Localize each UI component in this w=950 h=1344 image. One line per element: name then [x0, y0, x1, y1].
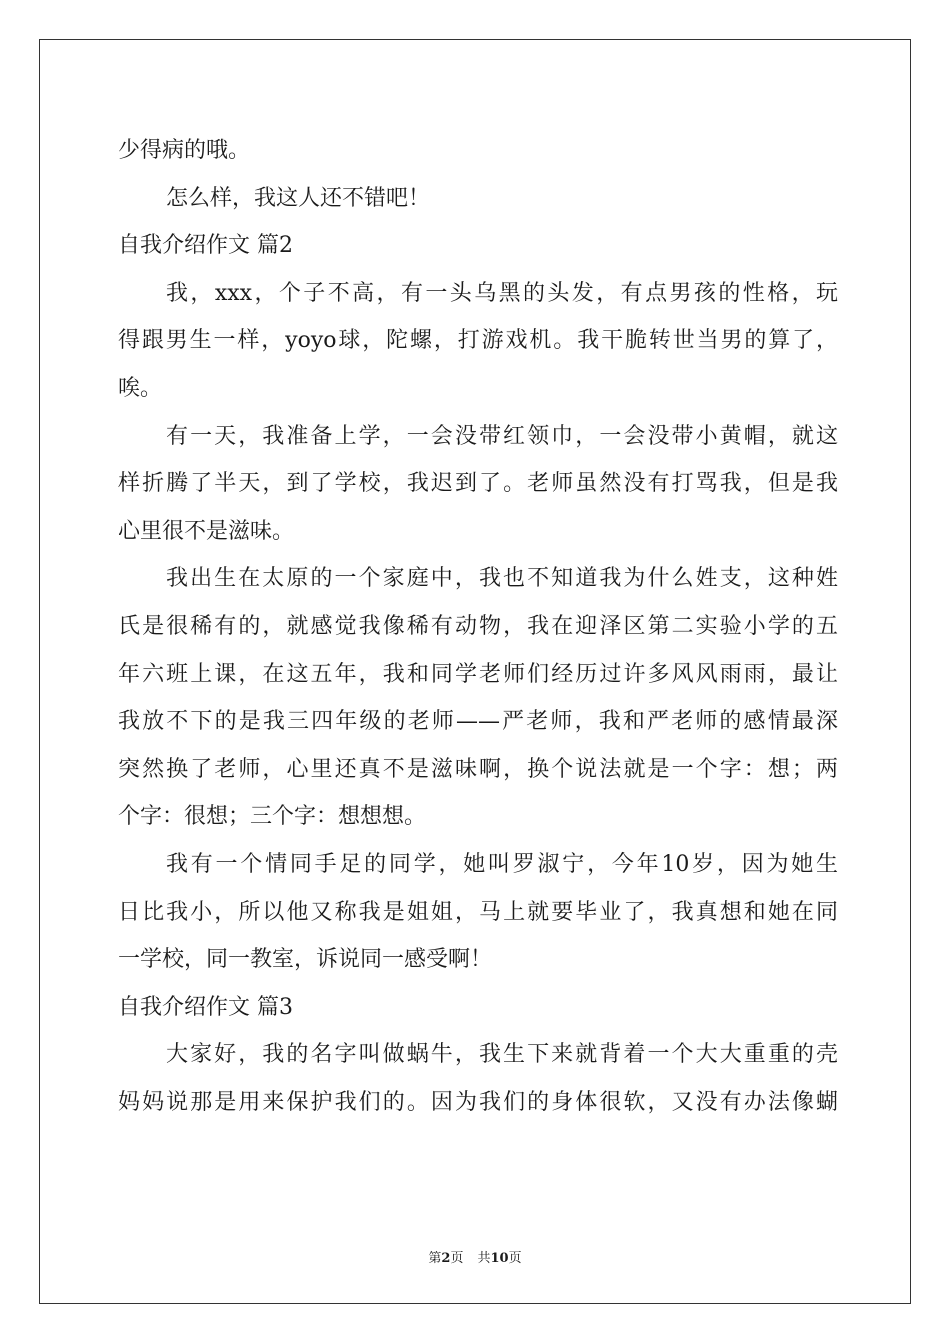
total-suffix: 页	[508, 1251, 522, 1266]
text-line: 年六班上课，在这五年，我和同学老师们经历过许多风风雨雨，最让	[118, 661, 838, 687]
text-line: 唉。	[118, 375, 163, 401]
document-body	[118, 127, 838, 1126]
section-heading: 自我介绍作文 篇2	[118, 233, 293, 259]
text-line: 心里很不是滋味。	[118, 518, 295, 544]
total-prefix: 共	[477, 1251, 491, 1266]
text-line: 妈妈说那是用来保护我们的。因为我们的身体很软，又没有办法像蝴	[118, 1089, 838, 1115]
text-line: 样折腾了半天，到了学校，我迟到了。老师虽然没有打骂我，但是我	[118, 471, 838, 497]
text-line: 得跟男生一样，yoyo球，陀螺，打游戏机。我干脆转世当男的算了，	[118, 328, 838, 354]
text-line: 个字：很想；三个字：想想想。	[118, 804, 427, 830]
page-number: 2	[441, 1251, 451, 1266]
text-line: 大家好，我的名字叫做蜗牛，我生下来就背着一个大大重重的壳	[166, 1042, 838, 1068]
page-prefix: 第	[428, 1251, 442, 1266]
text-line: 突然换了老师，心里还真不是滋味啊，换个说法就是一个字：想；两	[118, 756, 838, 782]
text-line: 我出生在太原的一个家庭中，我也不知道我为什么姓支，这种姓	[166, 566, 838, 592]
page-suffix: 页	[450, 1251, 464, 1266]
page-footer	[0, 1247, 950, 1266]
text-line: 我放不下的是我三四年级的老师——严老师，我和严老师的感情最深	[118, 709, 838, 735]
text-line: 有一天，我准备上学，一会没带红领巾，一会没带小黄帽，就这	[166, 423, 838, 449]
text-line: 一学校，同一教室，诉说同一感受啊！	[118, 947, 493, 973]
text-line: 我有一个情同手足的同学，她叫罗淑宁，今年10岁，因为她生	[166, 851, 838, 877]
text-line: 少得病的哦。	[118, 138, 251, 163]
section-heading: 自我介绍作文 篇3	[118, 994, 293, 1020]
text-line: 日比我小，所以他又称我是姐姐，马上就要毕业了，我真想和她在同	[118, 899, 838, 925]
total-pages: 10	[490, 1251, 509, 1266]
text-line: 我，xxx，个子不高，有一头乌黑的头发，有点男孩的性格，玩	[166, 280, 838, 306]
text-line: 氏是很稀有的，就感觉我像稀有动物，我在迎泽区第二实验小学的五	[118, 613, 838, 639]
text-line: 怎么样，我这人还不错吧！	[166, 185, 431, 211]
